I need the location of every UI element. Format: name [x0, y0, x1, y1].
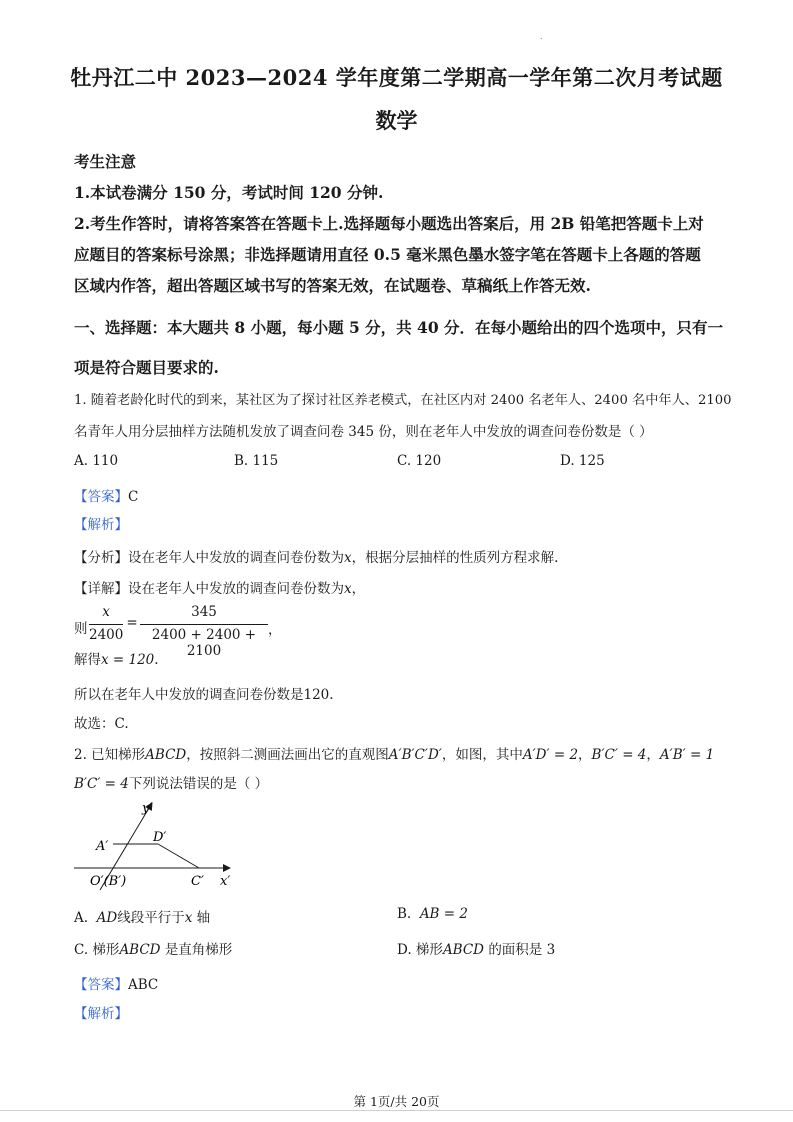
q2-option-b-letter: B. [397, 906, 412, 922]
q1-frac2-denominator: 2400 + 2400 + 2100 [151, 627, 257, 659]
q1-fenxi-text-a: 设在老年人中发放的调查问卷份数为 [128, 550, 344, 566]
q1-frac2-bar [140, 624, 268, 625]
notice-item-2-line-1: 2.考生作答时，请将答案答在答题卡上.选择题每小题选出答案后，用 2B 铅笔把答题卡上对 [74, 214, 704, 233]
q1-solve-text-a: 解得 [74, 652, 101, 668]
q1-fenxi-text-b: ，根据分层抽样的性质列方程求解. [351, 550, 559, 566]
q2-answer-value: ABC [128, 977, 159, 993]
q2-stem-prime-figure: A′B′C′D′ [388, 747, 442, 763]
q1-option-d: D. 125 [560, 453, 605, 469]
x-axis-label: x′ [220, 874, 231, 889]
q1-option-c: C. 120 [397, 453, 442, 469]
section-1-line-2: 项是符合题目要求的. [74, 358, 219, 377]
q2-stem-line-2 [74, 772, 268, 792]
q2-option-c-text-b: 是直角梯形 [164, 942, 233, 958]
q1-solve-eq: x = 120 [101, 652, 155, 668]
point-o-label: O′(B′) [90, 874, 127, 889]
q1-stem-line-1: 1. 随着老龄化时代的到来，某社区为了探讨社区养老模式，在社区内对 2400 名老年人、2400 名中年人、2100 [74, 393, 732, 408]
q1-frac2-numerator: 345 [191, 604, 217, 620]
subject-title: 数学 [375, 108, 418, 133]
page-footer: 第 1页/共 20页 [353, 1094, 440, 1109]
q2-analysis [74, 1002, 128, 1022]
q2-option-c-var: ABCD [119, 942, 161, 958]
q1-detail [74, 577, 365, 597]
q1-detail-var: x [344, 581, 352, 597]
q1-answer [74, 485, 138, 505]
q2-figure [70, 795, 240, 895]
q2-answer [74, 973, 158, 993]
q1-fenxi-tag: 【分析】 [74, 550, 128, 566]
q1-frac1-bar [89, 624, 123, 625]
q1-choice: 故选：C. [74, 716, 129, 732]
q2-sep-2: ， [646, 747, 660, 763]
q1-conclusion-text-a: 所以在老年人中发放的调查问卷份数是 [74, 687, 304, 703]
q1-frac1-numerator: x [102, 604, 110, 620]
q2-cond-4: B′C′ = 4 [74, 776, 129, 792]
q2-option-b-eq: AB = 2 [419, 906, 468, 922]
q1-option-b: B. 115 [234, 453, 279, 469]
point-c-label: C′ [191, 874, 204, 889]
q2-stem-s4: 下列说法错误的是（ ） [128, 776, 269, 792]
q2-stem-s2: ，按照斜二测画法画出它的直观图 [186, 747, 389, 763]
notice-item-1: 1.本试卷满分 150 分，考试时间 120 分钟. [74, 183, 384, 202]
section-1-line-1: 一、选择题：本大题共 8 小题，每小题 5 分，共 40 分．在每小题给出的四个选项中，只有一 [74, 318, 724, 337]
q2-option-a-x: x [184, 910, 193, 926]
q2-option-a-end: 轴 [196, 910, 211, 926]
y-axis-label: y′ [142, 801, 153, 816]
q1-conclusion [74, 683, 334, 703]
q2-cond-3: A′B′ = 1 [659, 747, 715, 763]
q2-option-d-var: ABCD [442, 942, 485, 958]
q2-stem-s1: 2. 已知梯形 [74, 747, 146, 763]
q1-frac-comma: ， [268, 622, 282, 638]
notice-heading: 考生注意 [74, 152, 137, 171]
q2-option-b [397, 906, 468, 922]
q2-stem-line-1 [74, 743, 714, 763]
q1-solve-text-b: . [154, 652, 159, 668]
q1-solve [74, 648, 159, 668]
q1-analysis [74, 513, 128, 533]
q1-conclusion-text-b: . [329, 687, 334, 703]
q1-stem-line-2: 名青年人用分层抽样方法随机发放了调查问卷 345 份，则在老年人中发放的调查问卷份数是（ ） [74, 424, 653, 440]
segment-dc [158, 844, 199, 868]
q1-frac1-denominator: 2400 [89, 627, 124, 643]
q1-detail-tag: 【详解】 [74, 581, 128, 597]
q2-option-a [74, 906, 210, 926]
q2-cond-1: A′D′ = 2 [522, 747, 579, 763]
header-dot: . [540, 32, 543, 41]
q1-equals: = [126, 615, 138, 631]
q1-detail-text-b: ， [351, 581, 366, 597]
q1-conclusion-value: 120 [303, 687, 330, 703]
point-d-label: D′ [153, 830, 167, 845]
q1-answer-value: C [128, 489, 139, 505]
q2-option-a-letter: A. [74, 910, 89, 926]
q1-answer-tag: 【答案】 [74, 489, 128, 505]
q2-option-d-text-b: 的面积是 3 [488, 942, 556, 958]
q2-option-c [74, 938, 232, 958]
q2-option-a-text: 线段平行于 [117, 910, 185, 926]
q2-option-d [397, 938, 555, 958]
q1-detail-text-a: 设在老年人中发放的调查问卷份数为 [128, 581, 344, 597]
q2-cond-2: B′C′ = 4 [591, 747, 647, 763]
q2-analysis-tag: 【解析】 [74, 1006, 128, 1022]
q2-stem-abcd: ABCD [145, 747, 187, 763]
q2-sep-1: ， [578, 747, 592, 763]
notice-item-2-line-3: 区域内作答，超出答题区域书写的答案无效，在试题卷、草稿纸上作答无效. [74, 276, 591, 295]
q2-answer-tag: 【答案】 [74, 977, 128, 993]
q1-analysis-tag: 【解析】 [74, 517, 128, 533]
page-title: 牡丹江二中 2023—2024 学年度第二学期高一学年第二次月考试题 [70, 65, 723, 90]
q1-fenxi-var: x [344, 550, 352, 566]
point-a-label: A′ [96, 839, 109, 854]
q1-ze: 则 [74, 621, 88, 637]
q2-option-d-text-a: D. 梯形 [397, 942, 443, 958]
q1-fenxi [74, 546, 558, 566]
q2-option-c-text-a: C. 梯形 [74, 942, 120, 958]
footer-rule [0, 1110, 793, 1111]
q1-option-a: A. 110 [74, 453, 119, 469]
q2-stem-s3: ，如图，其中 [441, 747, 523, 763]
notice-item-2-line-2: 应题目的答案标号涂黑；非选择题请用直径 0.5 毫米黑色墨水签字笔在答题卡上各题的答题 [74, 245, 701, 264]
q2-option-a-var: AD [96, 910, 118, 926]
